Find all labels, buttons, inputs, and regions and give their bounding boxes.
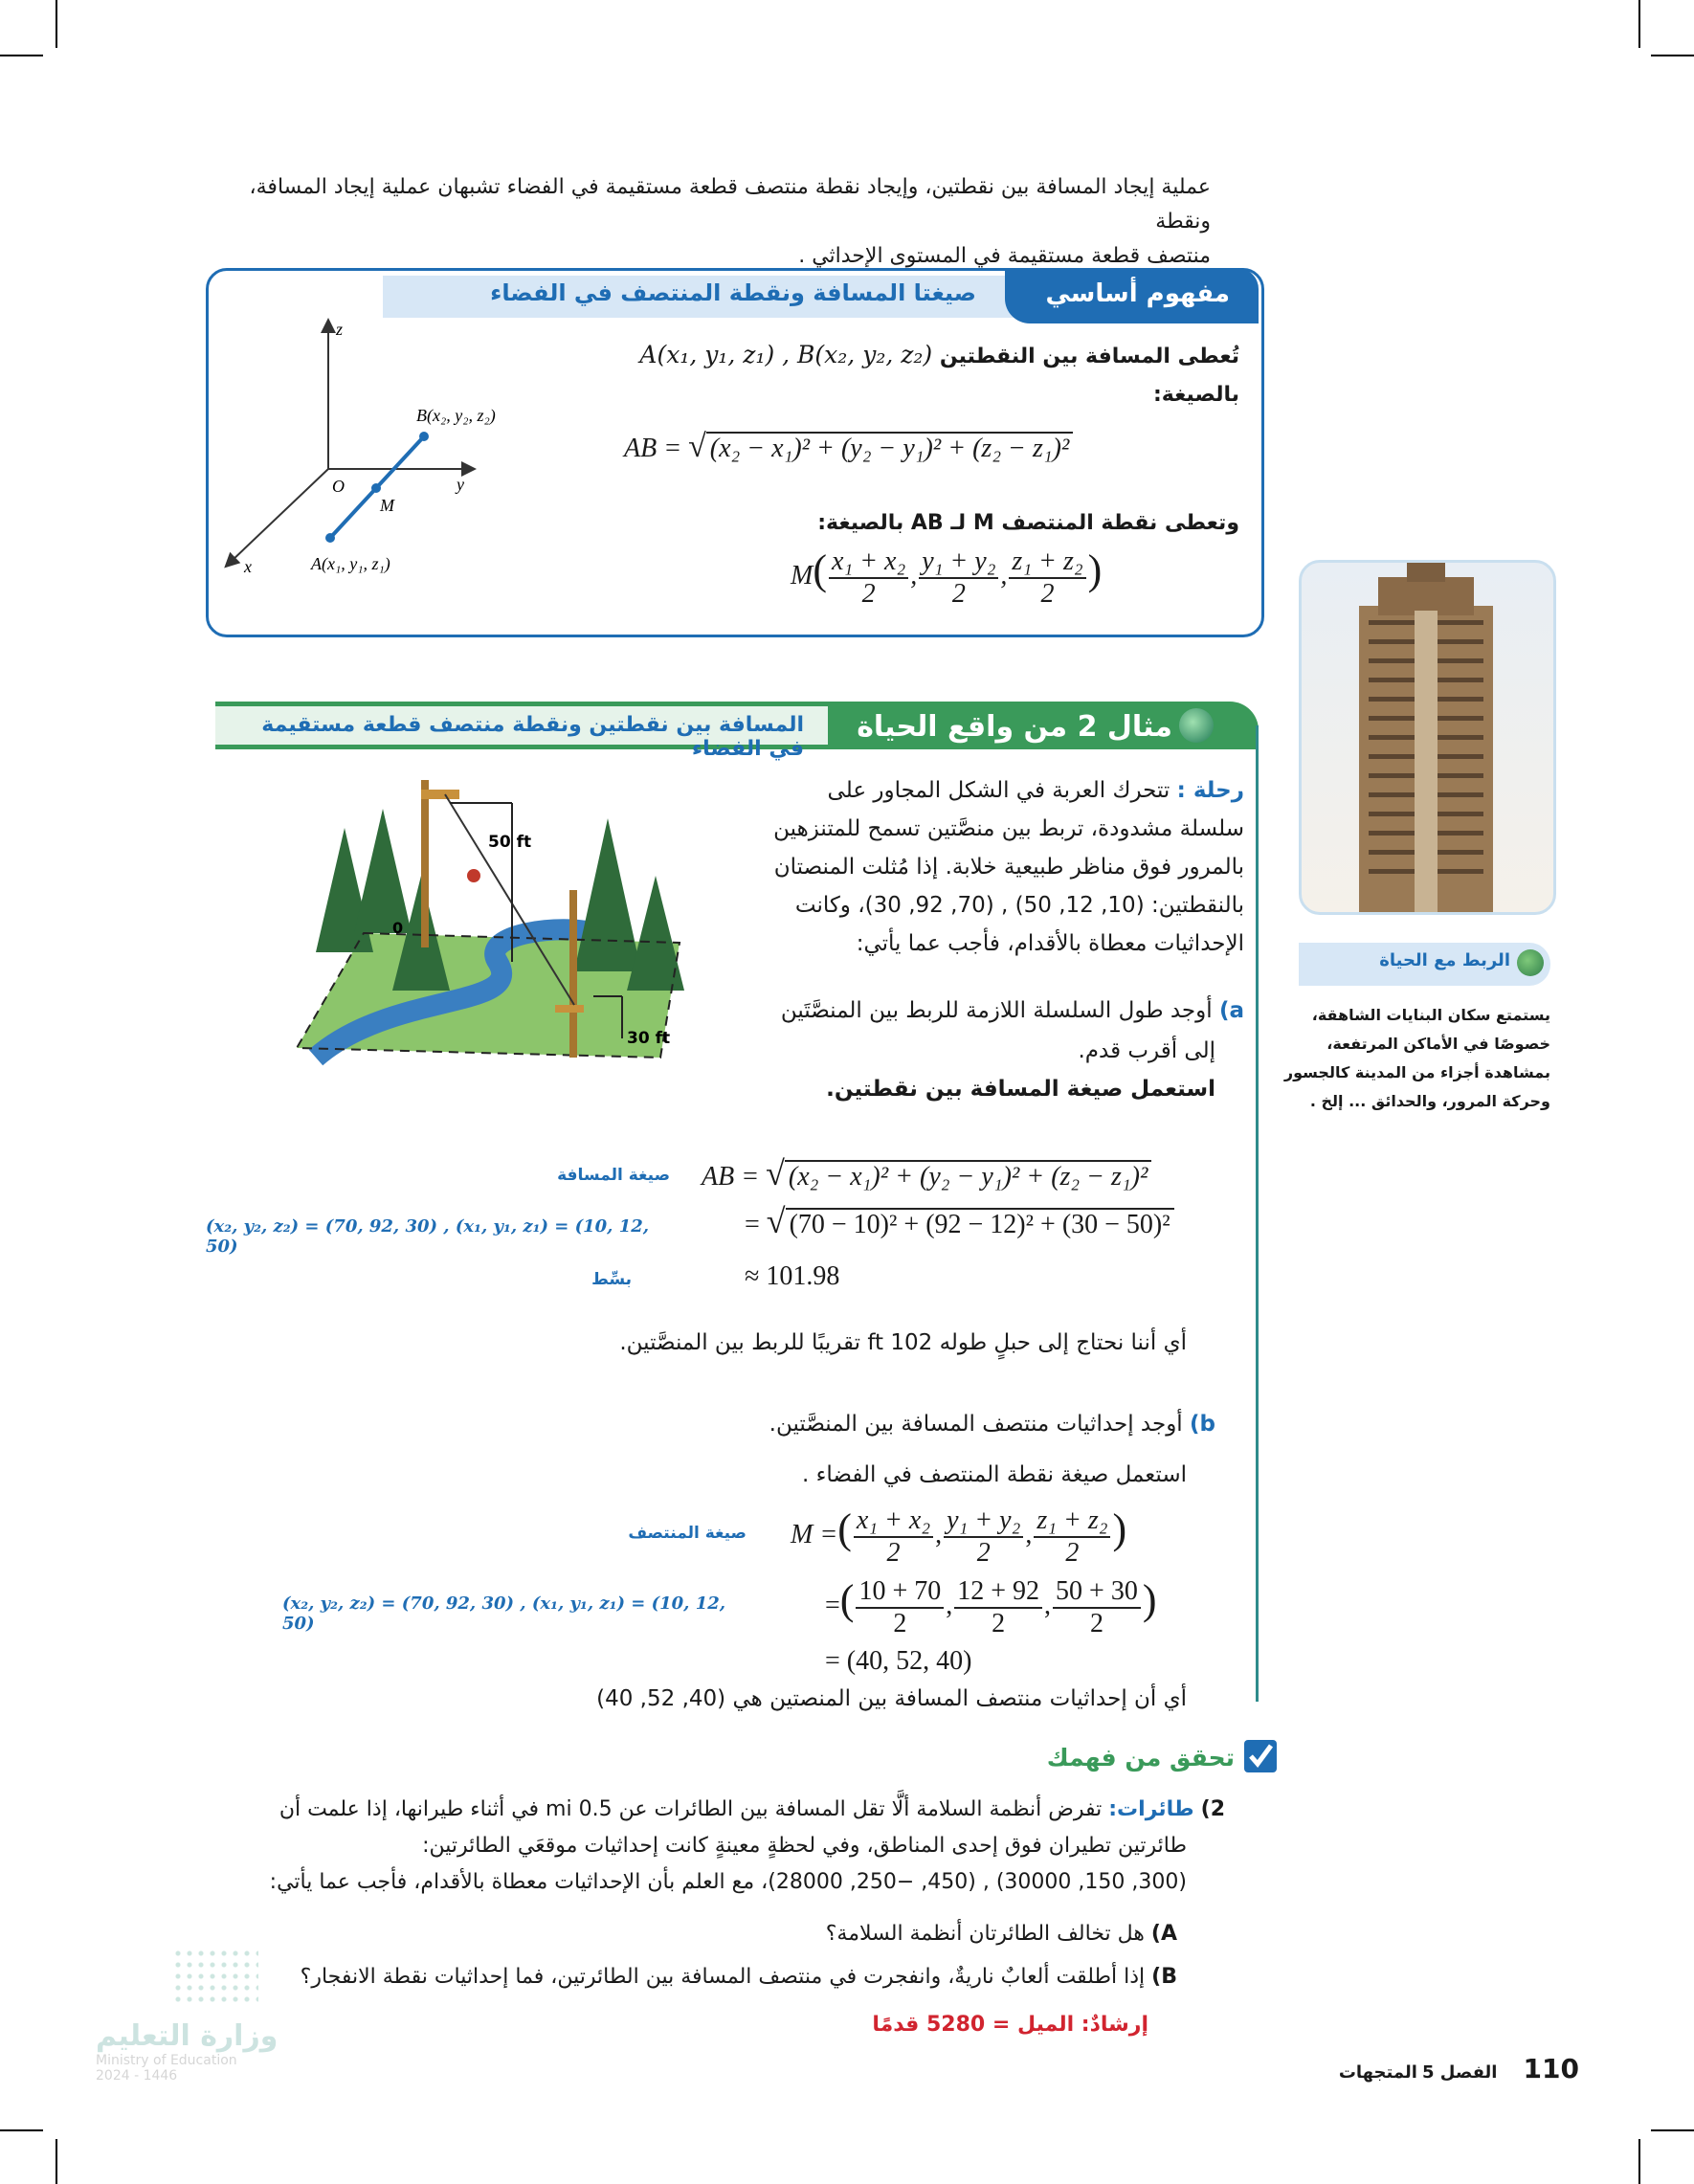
intro-line: عملية إيجاد المسافة بين نقطتين، وإيجاد نقطة منتصف قطعة مستقيمة في الفضاء تشبهان عملية إيجاد المسافة، ونقطة bbox=[249, 175, 1211, 234]
building-photo bbox=[1299, 560, 1556, 915]
problem-line: طائرتين تطيران فوق إحدى المناطق، وفي لحظةٍ معينةٍ كانت إحداثيات موقعَي الطائرتين: bbox=[422, 1834, 1187, 1858]
concept-text-2: بالصيغة: bbox=[1153, 383, 1239, 407]
checkmark-icon bbox=[1244, 1740, 1277, 1772]
problem-line: تفرض أنظمة السلامة ألَّا تقل المسافة بين الطائرات عن 0.5 mi في أثناء طيرانها، إذا علمت أن bbox=[279, 1797, 1103, 1821]
part-b-question bbox=[670, 1412, 1215, 1437]
frac-den: 2 bbox=[976, 1537, 991, 1568]
sidebar-line: يستمتع سكان البنايات الشاهقة، bbox=[1311, 1006, 1550, 1024]
part-A-label: A) bbox=[1150, 1922, 1177, 1946]
height-50-label: 50 ft bbox=[488, 833, 532, 852]
note-midpoint-formula: صيغة المنتصف bbox=[628, 1524, 747, 1543]
coordinate-diagram bbox=[215, 306, 579, 593]
part-b-conclusion: أي أن إحداثيات منتصف المسافة بين المنصتين هي (40, 52, 40) bbox=[596, 1686, 1187, 1711]
watermark-year: 2024 - 1446 bbox=[96, 2068, 178, 2084]
watermark-ar: وزارة التعليم bbox=[96, 2019, 279, 2053]
height-30-label: 30 ft bbox=[627, 1029, 671, 1048]
chapter-number: الفصل 5 bbox=[1421, 2062, 1498, 2083]
globe-icon bbox=[1517, 949, 1544, 976]
frac-den: 2 bbox=[992, 1608, 1006, 1638]
point-M bbox=[371, 483, 381, 493]
part-B-text: إذا أطلقت ألعابٌ ناريةٌ، وانفجرت في منتصف المسافة بين الطائرتين، فما إحداثيات نقطة الانفجار؟ bbox=[300, 1965, 1146, 1989]
crop-mark bbox=[1638, 0, 1640, 48]
ministry-watermark bbox=[96, 2019, 278, 2084]
part-a-question bbox=[727, 991, 1244, 1071]
frac-num: 12 + 92 bbox=[954, 1576, 1042, 1609]
mid-M: M bbox=[791, 561, 814, 591]
crop-mark bbox=[56, 2139, 57, 2184]
midpoint-calc-line1: M =( $\frac{\text{x₁ + x₂}}{2}$ , $\frac{\text{y₁ + y₂}}{2}$ , $\frac{\text{z₁ + z₂}}{2}$ ) bbox=[791, 1504, 1127, 1568]
calc-lhs: AB = bbox=[702, 1162, 760, 1192]
crop-mark bbox=[0, 2129, 43, 2131]
part-A-text: هل تخالف الطائرتان أنظمة السلامة؟ bbox=[825, 1922, 1145, 1946]
A-label: A(x₁, y₁, z₁) bbox=[311, 554, 390, 573]
origin-label: O bbox=[332, 477, 345, 496]
crop-mark bbox=[1651, 2129, 1694, 2131]
frac-num: x₁ + x₂ bbox=[854, 1505, 933, 1538]
hint: إرشادٌ: الميل = 5280 قدمًا bbox=[872, 2013, 1148, 2037]
frac-den: 2 bbox=[1065, 1537, 1080, 1568]
example-line: بالنقطتين: (10, 12, 50) , (70, 92, 30)، وكانت bbox=[794, 893, 1244, 918]
check-title: تحقق من فهمك bbox=[1046, 1744, 1235, 1772]
point-A bbox=[325, 533, 335, 543]
y-label: y bbox=[457, 475, 464, 494]
B-label: B(x₂, y₂, z₂) bbox=[416, 406, 496, 425]
calc-radicand: (70 − 10)² + (92 − 12)² + (30 − 50)² bbox=[786, 1208, 1174, 1239]
formula-lhs: AB = bbox=[624, 434, 682, 463]
example-line: تتحرك العربة في الشكل المجاور على bbox=[827, 778, 1170, 803]
example-line: بالمرور فوق مناظر طبيعية خلابة. إذا مُثلت المنصتان bbox=[773, 855, 1244, 880]
x-label: x bbox=[244, 557, 252, 576]
part-a-conclusion: أي أننا نحتاج إلى حبلٍ طوله 102 ft تقريبًا للربط بين المنصَّتين. bbox=[619, 1330, 1187, 1355]
example-rule bbox=[1256, 725, 1259, 1702]
example-line: سلسلة مشدودة، تربط بين منصَّتين تسمح للمتنزهين bbox=[773, 816, 1244, 841]
frac-den: 2 bbox=[886, 1537, 901, 1568]
origin-label: 0 bbox=[392, 919, 404, 937]
midpoint-calc-line2: =( $\frac{10 + 70}{2}$ , $\frac{12 + 92}{2}$ , $\frac{50 + 30}{2}$ ) bbox=[825, 1575, 1157, 1638]
distance-formula: AB = √ (x₂ − x₁)² + (y₂ − y₁)² + (z₂ − z₁)² bbox=[624, 429, 1073, 465]
crop-mark bbox=[0, 55, 43, 56]
distance-calc-result: ≈ 101.98 bbox=[745, 1261, 840, 1291]
part-b-label: b) bbox=[1190, 1412, 1215, 1437]
sidebar-line: وحركة المرور، والحدائق ... إلخ . bbox=[1309, 1092, 1550, 1110]
note-distance-formula: صيغة المسافة bbox=[557, 1166, 670, 1185]
calc-eq: = bbox=[745, 1210, 760, 1239]
problem-line: (300, 150, 30000) , (450, −250, 28000)، مع العلم بأن الإحداثيات معطاة بالأقدام، فأجب عما يأتي: bbox=[269, 1870, 1187, 1894]
problem-topic: طائرات: bbox=[1108, 1797, 1194, 1821]
ministry-logo bbox=[172, 1948, 258, 2005]
concept-text-1 bbox=[613, 341, 1239, 368]
example-tab-label: مثال 2 من واقع الحياة bbox=[857, 710, 1172, 744]
part-b-use: استعمل صيغة نقطة المنتصف في الفضاء . bbox=[801, 1462, 1187, 1487]
globe-icon bbox=[1179, 708, 1214, 743]
frac-num: z₁ + z₂ bbox=[1009, 546, 1085, 579]
x-axis bbox=[230, 469, 328, 563]
calc-radicand: (x₂ − x₁)² + (y₂ − y₁)² + (z₂ − z₁)² bbox=[785, 1160, 1152, 1192]
note-substitution: (x₂, y₂, z₂) = (70, 92, 30) , (x₁, y₁, z₁) = (10, 12, 50) bbox=[282, 1593, 726, 1634]
concept-text-3: وتعطى نقطة المنتصف M لـ AB بالصيغة: bbox=[817, 511, 1239, 535]
frac-den: 2 bbox=[893, 1608, 907, 1638]
distance-calc-line2: = √ (70 − 10)² + (92 − 12)² + (30 − 50)² bbox=[745, 1201, 1174, 1241]
intro-line: منتصف قطعة مستقيمة في المستوى الإحداثي . bbox=[798, 244, 1211, 268]
part-a-text: إلى أقرب قدم. bbox=[1078, 1038, 1215, 1063]
M-label: M bbox=[380, 496, 394, 515]
concept-tab-label: مفهوم أساسي bbox=[1045, 279, 1230, 308]
example-line: الإحداثيات معطاة بالأقدام، فأجب عما يأتي: bbox=[856, 931, 1244, 956]
example-title: المسافة بين نقطتين ونقطة منتصف قطعة مستقيمة في الفضاء bbox=[261, 713, 804, 761]
midpoint-formula: M( $\frac{\text{x₁ + x₂}}{2}$ , $\frac{\text{y₁ + y₂}}{2}$ , $\frac{\text{z₁ + z₂}}{2}$ ) bbox=[791, 546, 1103, 609]
concept-title: صيغتا المسافة ونقطة المنتصف في الفضاء bbox=[490, 279, 976, 306]
watermark-en: Ministry of Education bbox=[96, 2053, 237, 2068]
note-simplify: بسِّط bbox=[591, 1270, 632, 1289]
zipline-figure bbox=[278, 770, 699, 1067]
chapter-title: المتجهات bbox=[1338, 2062, 1417, 2083]
intro-paragraph bbox=[191, 170, 1211, 274]
part-B bbox=[191, 1965, 1177, 1989]
point-B bbox=[419, 432, 429, 441]
frac-num: 50 + 30 bbox=[1053, 1576, 1141, 1609]
frac-den: 2 bbox=[861, 578, 876, 609]
midpoint-calc-result: = (40, 52, 40) bbox=[825, 1646, 972, 1676]
sidebar-line: بمشاهدة أجزاء من المدينة كالجسور bbox=[1283, 1063, 1550, 1081]
part-b-text: أوجد إحداثيات منتصف المسافة بين المنصَّتين. bbox=[769, 1412, 1183, 1437]
part-a-use: استعمل صيغة المسافة بين نقطتين. bbox=[826, 1077, 1215, 1102]
check-problem bbox=[191, 1792, 1225, 1901]
concept-points: A(x₁, y₁, z₁) , B(x₂, y₂, z₂) bbox=[639, 341, 933, 368]
tower-illustration bbox=[1302, 563, 1553, 912]
distance-calc-line1: AB = √ (x₂ − x₁)² + (y₂ − y₁)² + (z₂ − z₁)² bbox=[702, 1153, 1151, 1193]
frac-den: 2 bbox=[951, 578, 966, 609]
frac-num: x₁ + x₂ bbox=[829, 546, 908, 579]
part-a-label: a) bbox=[1218, 998, 1244, 1023]
part-A bbox=[191, 1922, 1177, 1946]
example-topic: رحلة : bbox=[1176, 778, 1244, 803]
example-body bbox=[747, 771, 1244, 963]
footer bbox=[1292, 2053, 1579, 2084]
page-number: 110 bbox=[1523, 2053, 1579, 2084]
frac-den: 2 bbox=[1040, 578, 1055, 609]
part-a-text: أوجد طول السلسلة اللازمة للربط بين المنصَّتَين bbox=[780, 998, 1213, 1023]
frac-num: y₁ + y₂ bbox=[944, 1505, 1023, 1538]
part-B-label: B) bbox=[1151, 1965, 1177, 1989]
formula-radicand: (x₂ − x₁)² + (y₂ − y₁)² + (z₂ − z₁)² bbox=[706, 432, 1074, 463]
sidebar-text bbox=[1282, 1001, 1550, 1116]
sidebar-line: خصوصًا في الأماكن المرتفعة، bbox=[1326, 1035, 1550, 1053]
crop-mark bbox=[1638, 2139, 1640, 2184]
problem-number: 2) bbox=[1200, 1797, 1225, 1821]
frac-num: z₁ + z₂ bbox=[1034, 1505, 1110, 1538]
life-connection-label: الربط مع الحياة bbox=[1379, 950, 1510, 970]
frac-num: y₁ + y₂ bbox=[919, 546, 998, 579]
calc-lhs: M = bbox=[791, 1520, 838, 1549]
frac-den: 2 bbox=[1089, 1608, 1103, 1638]
crop-mark bbox=[56, 0, 57, 48]
note-substitution: (x₂, y₂, z₂) = (70, 92, 30) , (x₁, y₁, z₁) = (10, 12, 50) bbox=[206, 1216, 650, 1257]
calc-eq: = bbox=[825, 1591, 840, 1620]
concept-text: تُعطى المسافة بين النقطتين bbox=[939, 345, 1239, 368]
frac-num: 10 + 70 bbox=[856, 1576, 944, 1609]
crop-mark bbox=[1651, 55, 1694, 56]
z-label: z bbox=[336, 320, 344, 339]
